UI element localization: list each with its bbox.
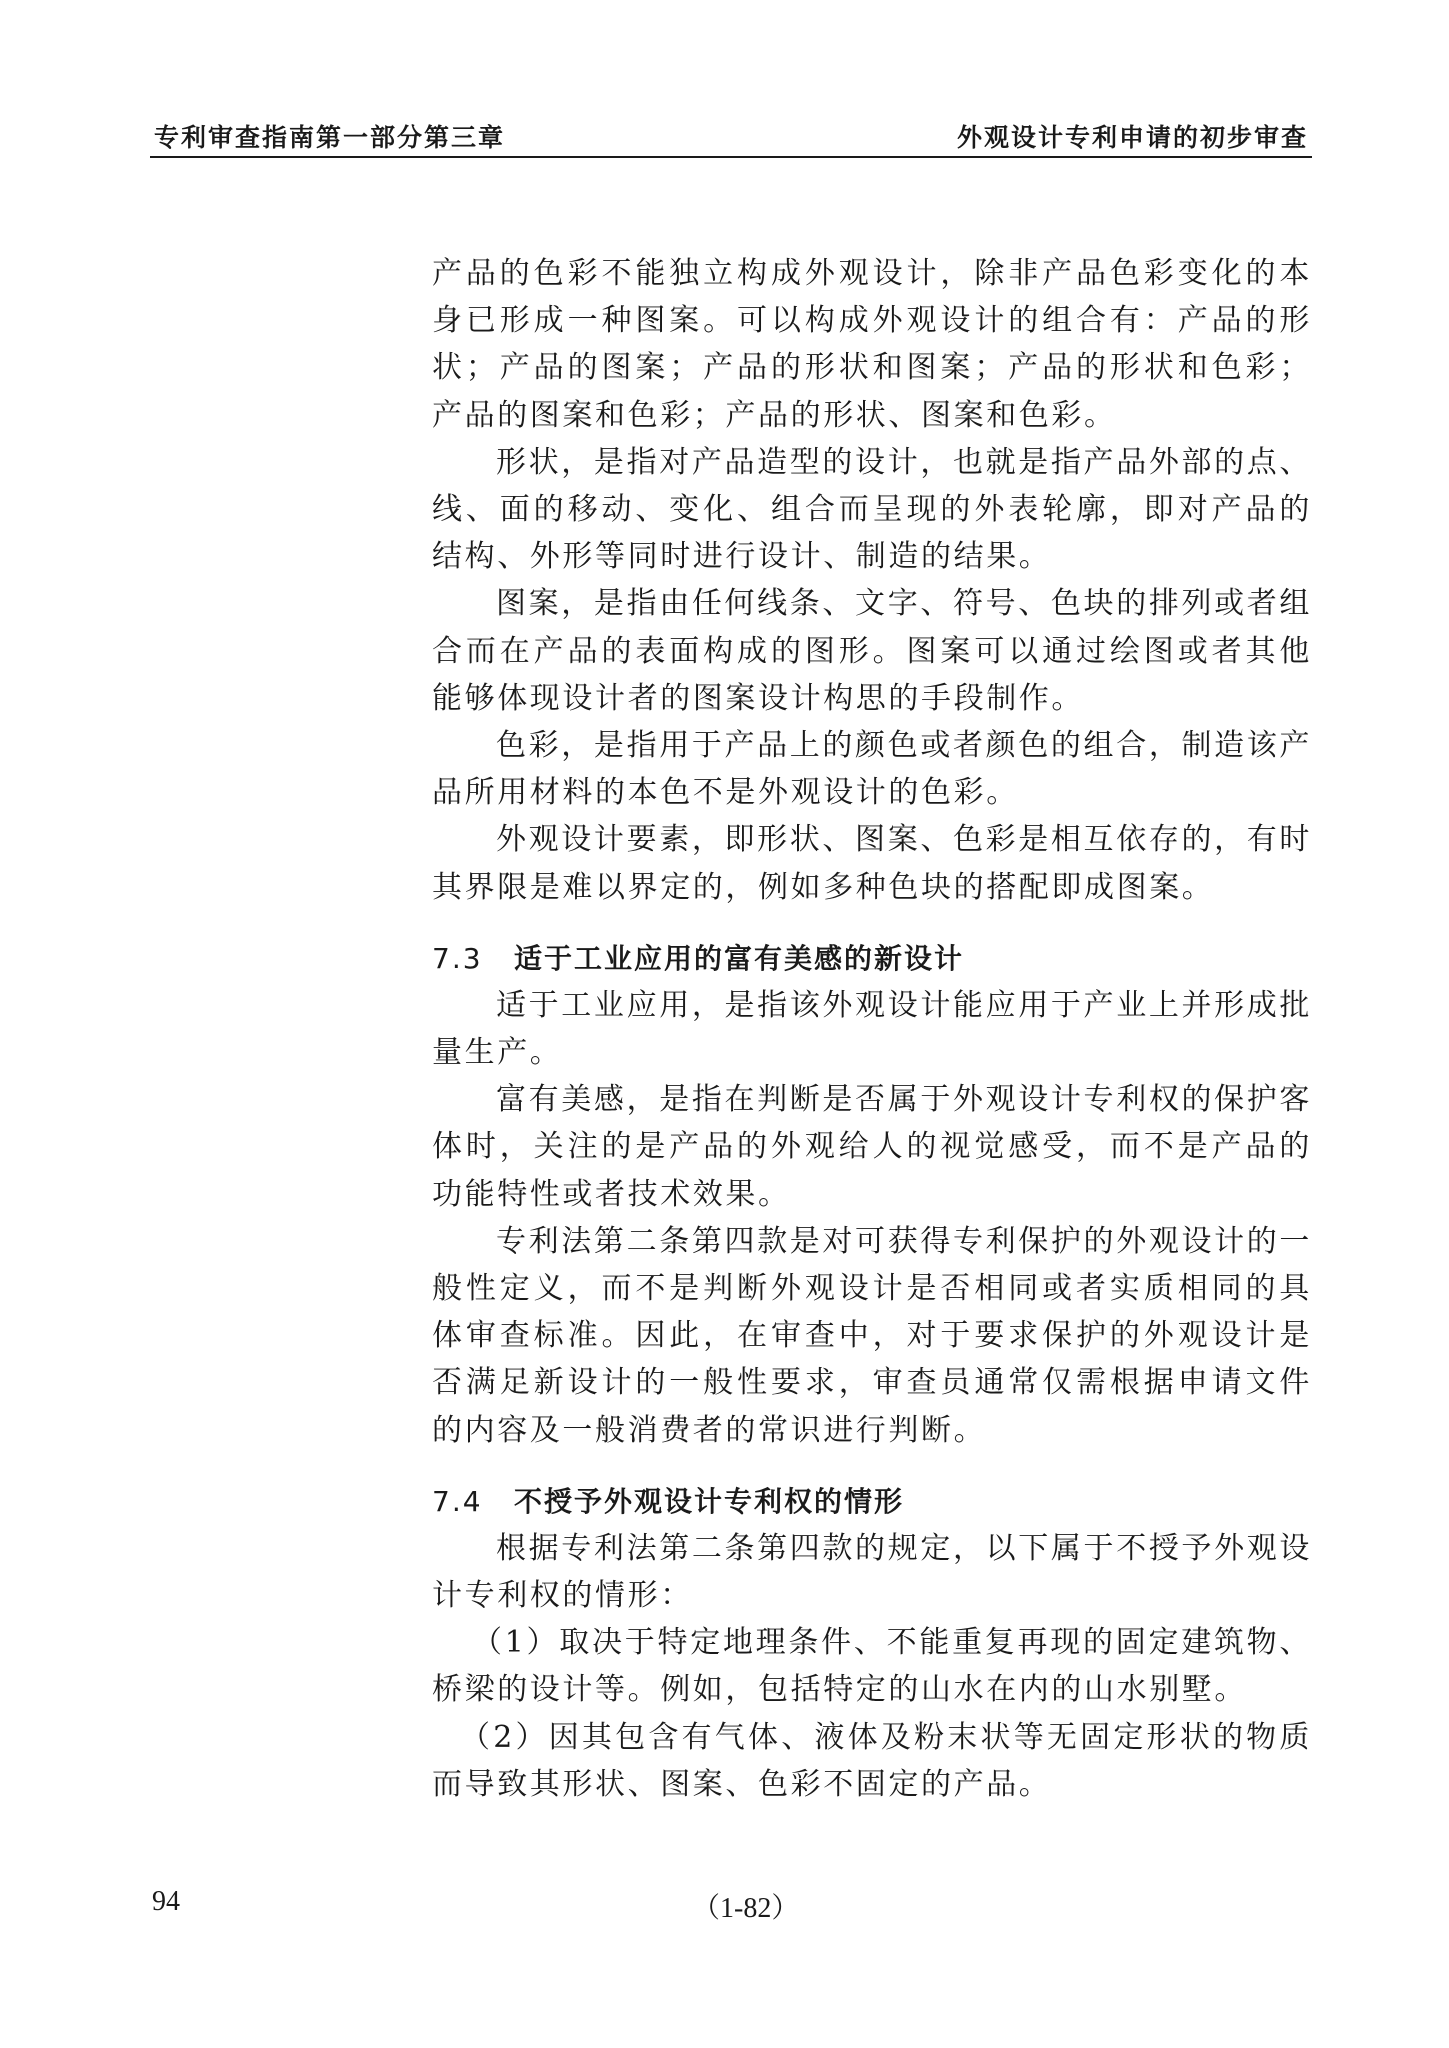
section-heading-7-4 [432,1478,1312,1525]
section-heading-7-3 [432,935,1312,982]
section-number: 7.4 [432,1484,483,1518]
paragraph-color-definition: 色彩，是指用于产品上的颜色或者颜色的组合，制造该产品所用材料的本色不是外观设计的色彩。 [432,728,1312,811]
header-chapter-title: 专利审查指南第一部分第三章 [154,123,506,152]
section-title: 适于工业应用的富有美感的新设计 [514,941,965,975]
header-section-title: 外观设计专利申请的初步审查 [956,123,1308,152]
section-number: 7.3 [432,941,483,975]
page-reference: （1-82） [692,1893,800,1924]
running-header [150,116,1312,158]
paragraph-general-definition: 专利法第二条第四款是对可获得专利保护的外观设计的一般性定义，而不是判断外观设计是否相同或者实质相同的具体审查标准。因此，在审查中，对于要求保护的外观设计是否满足新设计的一般性要求，审查员通常仅需根据申请文件的内容及一般消费者的常识进行判断。 [432,1223,1312,1448]
paragraph-aesthetic-appeal: 富有美感，是指在判断是否属于外观设计专利权的保护客体时，关注的是产品的外观给人的视觉感受，而不是产品的功能特性或者技术效果。 [432,1082,1312,1212]
paragraph-color-combinations: 产品的色彩不能独立构成外观设计，除非产品色彩变化的本身已形成一种图案。可以构成外观设计的组合有：产品的形状；产品的图案；产品的形状和图案；产品的形状和色彩；产品的图案和色彩；产品的形状、图案和色彩。 [432,256,1312,433]
paragraph-shape-definition: 形状，是指对产品造型的设计，也就是指产品外部的点、线、面的移动、变化、组合而呈现的外表轮廓，即对产品的结构、外形等同时进行设计、制造的结果。 [432,444,1312,575]
paragraph-industrial-application: 适于工业应用，是指该外观设计能应用于产业上并形成批量生产。 [432,987,1312,1071]
page-number: 94 [152,1886,180,1917]
list-item-exclusion-1: （1）取决于特定地理条件、不能重复再现的固定建筑物、桥梁的设计等。例如，包括特定的山水在内的山水别墅。 [432,1625,1312,1708]
paragraph-design-elements: 外观设计要素，即形状、图案、色彩是相互依存的，有时其界限是难以界定的，例如多种色块的搭配即成图案。 [432,822,1312,905]
paragraph-pattern-definition: 图案，是指由任何线条、文字、符号、色块的排列或者组合而在产品的表面构成的图形。图案可以通过绘图或者其他能够体现设计者的图案设计构思的手段制作。 [432,586,1312,716]
paragraph-exclusions-intro: 根据专利法第二条第四款的规定，以下属于不授予外观设计专利权的情形： [432,1530,1312,1614]
section-title: 不授予外观设计专利权的情形 [514,1484,905,1518]
list-item-exclusion-2: （2）因其包含有气体、液体及粉末状等无固定形状的物质而导致其形状、图案、色彩不固定的产品。 [432,1719,1312,1802]
page-body [432,250,1312,1808]
